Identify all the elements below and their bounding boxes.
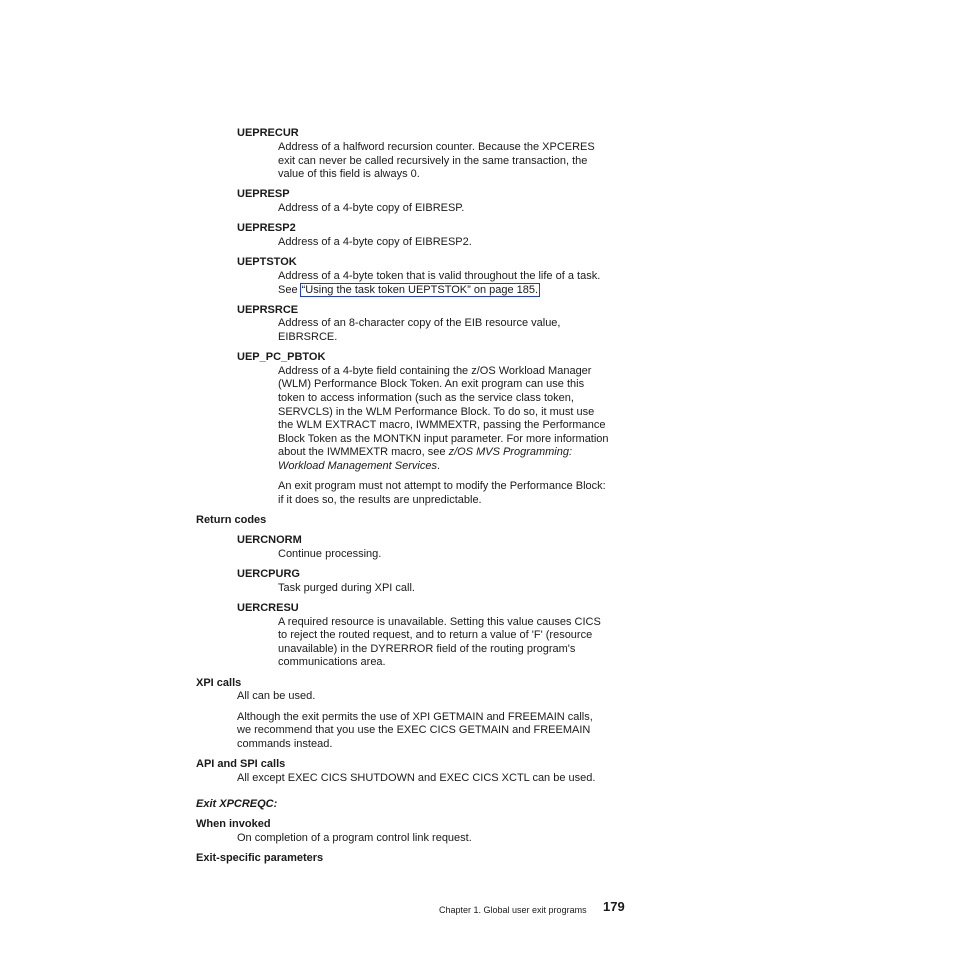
heading-when-invoked: When invoked [196, 818, 271, 830]
term-ueprsrce: UEPRSRCE [237, 304, 299, 316]
heading-return-codes: Return codes [196, 514, 267, 526]
desc-line: to reject the routed request, and to return a value of 'F' (resource [278, 629, 593, 641]
desc-line: the WLM EXTRACT macro, IWMMEXTR, passing the Performance [278, 419, 606, 431]
desc-line: if it does so, the results are unpredictable. [278, 494, 482, 506]
desc-line: Block Token as the MONTKN input parameter. For more information [278, 433, 609, 445]
body-text: All can be used. [237, 690, 316, 702]
desc-line: Address of a 4-byte field containing the z/OS Workload Manager [278, 365, 592, 377]
desc-line: unavailable) in the DYRERROR field of the routing program's [278, 643, 576, 655]
desc-line [278, 446, 572, 460]
desc-line: Address of a halfword recursion counter. Because the XPCERES [278, 141, 595, 153]
heading-api-spi-calls: API and SPI calls [196, 758, 286, 770]
desc-line: exit can never be called recursively in the same transaction, the [278, 155, 588, 167]
exit-title: Exit XPCREQC: [196, 798, 278, 810]
heading-xpi-calls: XPI calls [196, 677, 242, 689]
body-text: All except EXEC CICS SHUTDOWN and EXEC CICS XCTL can be used. [237, 772, 596, 784]
desc-line: value of this field is always 0. [278, 168, 420, 180]
desc-line: Address of a 4-byte copy of EIBRESP2. [278, 236, 472, 248]
see-prefix: See [278, 284, 301, 296]
term-uep-pc-pbtok: UEP_PC_PBTOK [237, 351, 326, 363]
desc-line: SERVCLS) in the WLM Performance Block. To do so, it must use [278, 406, 595, 418]
book-title: z/OS MVS Programming: [448, 446, 573, 458]
desc-line [278, 284, 540, 298]
term-ueprecur: UEPRECUR [237, 127, 299, 139]
text: . [436, 460, 441, 472]
body-text: we recommend that you use the EXEC CICS GETMAIN and FREEMAIN [237, 724, 591, 736]
desc-line: Task purged during XPI call. [278, 582, 415, 594]
desc-line [278, 460, 440, 474]
term-uepresp: UEPRESP [237, 188, 290, 200]
desc-line: An exit program must not attempt to modify the Performance Block: [278, 480, 606, 492]
desc-line: (WLM) Performance Block Token. An exit program can use this [278, 378, 585, 390]
footer-chapter: Chapter 1. Global user exit programs [439, 905, 587, 915]
term-uercnorm: UERCNORM [237, 534, 302, 546]
heading-exit-specific-parameters: Exit-specific parameters [196, 852, 324, 864]
link-using-task-token[interactable]: “Using the task token UEPTSTOK” on page 185. [301, 284, 539, 296]
term-uepresp2: UEPRESP2 [237, 222, 296, 234]
term-ueptstok: UEPTSTOK [237, 256, 297, 268]
term-uercresu: UERCRESU [237, 602, 299, 614]
book-title: Workload Management Services [278, 460, 437, 472]
body-text: commands instead. [237, 738, 333, 750]
desc-line: A required resource is unavailable. Setting this value causes CICS [278, 616, 601, 628]
desc-line: Address of a 4-byte copy of EIBRESP. [278, 202, 465, 214]
desc-line: Continue processing. [278, 548, 382, 560]
desc-line: EIBRSRCE. [278, 331, 338, 343]
body-text: Although the exit permits the use of XPI GETMAIN and FREEMAIN calls, [237, 711, 593, 723]
body-text: On completion of a program control link request. [237, 832, 472, 844]
page-number: 179 [603, 899, 625, 914]
desc-line: Address of a 4-byte token that is valid throughout the life of a task. [278, 270, 601, 282]
desc-line: Address of an 8-character copy of the EIB resource value, [278, 317, 561, 329]
desc-line: communications area. [278, 656, 386, 668]
term-uercpurg: UERCPURG [237, 568, 300, 580]
text: about the IWMMEXTR macro, see [278, 446, 449, 458]
desc-line: token to access information (such as the service class token, [278, 392, 574, 404]
